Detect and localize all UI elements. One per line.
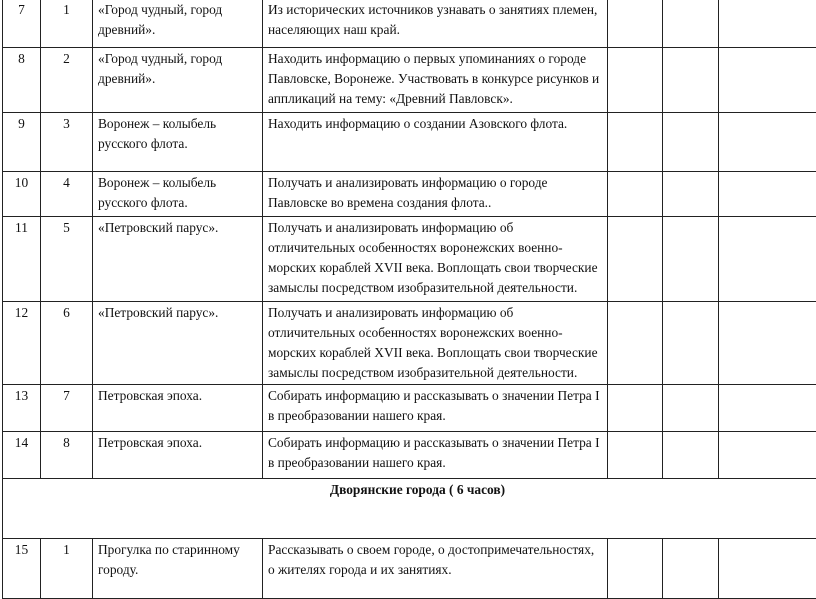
table-row bbox=[3, 302, 816, 385]
empty-cell bbox=[608, 539, 663, 599]
empty-cell bbox=[663, 48, 719, 113]
empty-cell bbox=[663, 432, 719, 479]
lesson-topic: Прогулка по старинному городу. bbox=[93, 539, 263, 599]
lesson-activity: Собирать информацию и рассказывать о значении Петра I в преобразовании нашего края. bbox=[263, 432, 608, 479]
row-number: 12 bbox=[3, 302, 41, 385]
table-row bbox=[3, 432, 816, 479]
row-number: 8 bbox=[3, 48, 41, 113]
lesson-topic: «Город чудный, город древний». bbox=[93, 0, 263, 48]
lesson-topic: Воронеж – колыбель русского флота. bbox=[93, 113, 263, 172]
empty-cell bbox=[719, 217, 816, 302]
empty-cell bbox=[608, 48, 663, 113]
empty-cell bbox=[719, 302, 816, 385]
empty-cell bbox=[663, 539, 719, 599]
empty-cell bbox=[608, 385, 663, 432]
lesson-topic: «Петровский парус». bbox=[93, 217, 263, 302]
table-row bbox=[3, 385, 816, 432]
empty-cell bbox=[663, 217, 719, 302]
section-title: Дворянские города ( 6 часов) bbox=[3, 479, 816, 539]
lesson-activity: Получать и анализировать информацию об отличительных особенностях воронежских военно-морских кораблей XVII века. Воплощать свои творческие замыслы посредством изобразительной деятельности. bbox=[263, 217, 608, 302]
lesson-plan-table bbox=[2, 0, 816, 599]
table-row bbox=[3, 217, 816, 302]
lesson-topic: «Петровский парус». bbox=[93, 302, 263, 385]
empty-cell bbox=[663, 302, 719, 385]
lesson-topic: «Город чудный, город древний». bbox=[93, 48, 263, 113]
lesson-activity: Находить информацию о первых упоминаниях о городе Павловске, Воронеже. Участвовать в конкурсе рисунков и аппликаций на тему: «Древний Павловск». bbox=[263, 48, 608, 113]
empty-cell bbox=[719, 432, 816, 479]
empty-cell bbox=[719, 113, 816, 172]
empty-cell bbox=[719, 0, 816, 48]
lesson-number: 1 bbox=[41, 539, 93, 599]
table-row bbox=[3, 172, 816, 217]
empty-cell bbox=[719, 48, 816, 113]
lesson-number: 3 bbox=[41, 113, 93, 172]
empty-cell bbox=[608, 302, 663, 385]
row-number: 9 bbox=[3, 113, 41, 172]
empty-cell bbox=[608, 217, 663, 302]
lesson-activity: Собирать информацию и рассказывать о значении Петра I в преобразовании нашего края. bbox=[263, 385, 608, 432]
lesson-number: 6 bbox=[41, 302, 93, 385]
table-row bbox=[3, 48, 816, 113]
lesson-topic: Петровская эпоха. bbox=[93, 432, 263, 479]
row-number: 13 bbox=[3, 385, 41, 432]
lesson-number: 7 bbox=[41, 385, 93, 432]
empty-cell bbox=[719, 539, 816, 599]
section-header-row bbox=[3, 479, 816, 539]
empty-cell bbox=[608, 172, 663, 217]
lesson-number: 2 bbox=[41, 48, 93, 113]
lesson-number: 4 bbox=[41, 172, 93, 217]
empty-cell bbox=[608, 0, 663, 48]
row-number: 10 bbox=[3, 172, 41, 217]
empty-cell bbox=[608, 113, 663, 172]
lesson-activity: Рассказывать о своем городе, о достопримечательностях, о жителях города и их занятиях. bbox=[263, 539, 608, 599]
row-number: 7 bbox=[3, 0, 41, 48]
empty-cell bbox=[663, 172, 719, 217]
lesson-activity: Получать и анализировать информацию об отличительных особенностях воронежских военно-морских кораблей XVII века. Воплощать свои творческие замыслы посредством изобразительной деятельности. bbox=[263, 302, 608, 385]
lesson-number: 8 bbox=[41, 432, 93, 479]
lesson-number: 1 bbox=[41, 0, 93, 48]
lesson-activity: Получать и анализировать информацию о городе Павловске во времена создания флота.. bbox=[263, 172, 608, 217]
table-row bbox=[3, 113, 816, 172]
lesson-topic: Петровская эпоха. bbox=[93, 385, 263, 432]
row-number: 11 bbox=[3, 217, 41, 302]
lesson-activity: Из исторических источников узнавать о занятиях племен, населяющих наш край. bbox=[263, 0, 608, 48]
lesson-number: 5 bbox=[41, 217, 93, 302]
empty-cell bbox=[663, 385, 719, 432]
empty-cell bbox=[719, 172, 816, 217]
lesson-topic: Воронеж – колыбель русского флота. bbox=[93, 172, 263, 217]
row-number: 14 bbox=[3, 432, 41, 479]
table-row bbox=[3, 539, 816, 599]
lesson-activity: Находить информацию о создании Азовского флота. bbox=[263, 113, 608, 172]
empty-cell bbox=[663, 0, 719, 48]
row-number: 15 bbox=[3, 539, 41, 599]
empty-cell bbox=[663, 113, 719, 172]
empty-cell bbox=[719, 385, 816, 432]
table-row bbox=[3, 0, 816, 48]
empty-cell bbox=[608, 432, 663, 479]
